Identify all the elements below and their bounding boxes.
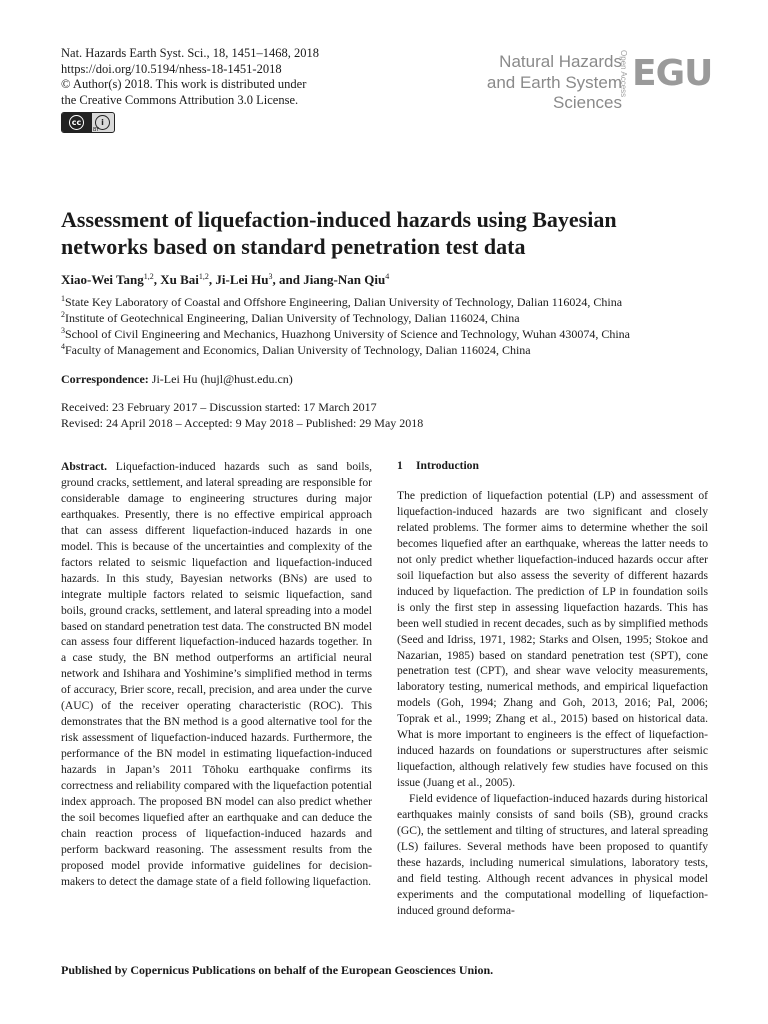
journal-name-line-1: Natural Hazards xyxy=(499,52,622,71)
abstract-text: Liquefaction-induced hazards such as sand boils, ground cracks, settlement, and lateral spreading are responsible for considerable damage to engineering structures during major earthquakes. Presently, there is no effective empirical approach that can assess different liquefaction-induced hazards in one model. This is because of the uncertainties and complexity of the factors related to seismic liquefaction and liquefaction-induced hazards. In this study, Bayesian networks (BNs) are used to integrate multiple factors related to seismic liquefaction, sand boils, ground cracks, settlement, and lateral spreading into a model based on standard penetration test data. The constructed BN model can assess four different liquefaction-induced hazards together. In a case study, the BN method outperforms an artificial neural network and Ishihara and Yoshimine’s simplified method in terms of accuracy, Brier score, recall, precision, and area under the curve (AUC) of the receiver operating characteristic (ROC). This demonstrates that the BN method is a good alternative tool for the risk assessment of liquefaction-induced hazards. Furthermore, the performance of the BN model in estimating liquefaction-induced hazards in Japan’s 2011 Tōhoku earthquake confirms its correctness and reliability compared with the liquefaction potential index approach. The proposed BN model can also predict whether the soil becomes liquefied after an earthquake and can deduce the chain reaction process of liquefaction-induced hazards and perform backward reasoning. The assessment results from the proposed model provide informative guidelines for decision-makers to detect the damage state of a field following liquefaction. xyxy=(61,460,372,888)
author-name: Xiao-Wei Tang xyxy=(61,272,144,287)
author-affiliation-mark: 1,2 xyxy=(198,272,209,281)
author-affiliation-mark: 3 xyxy=(268,272,273,281)
paragraph: Field evidence of liquefaction-induced hazards during historical earthquakes mainly consists of sand boils (SB), ground cracks (GC), the settlement and tilting of structures, and lateral spreading (LS) failures. Several methods have been proposed to quantify these hazards, including numerical simulations, laboratory tests, and field testing. Although recent advances in physical model experiments and the computational modelling of liquefaction-induced ground deforma- xyxy=(397,792,708,917)
article-metadata xyxy=(61,46,361,108)
affiliation-list xyxy=(61,294,630,358)
citation: Nat. Hazards Earth Syst. Sci., 18, 1451–1468, 2018 xyxy=(61,46,319,60)
copyright-line: © Author(s) 2018. This work is distributed under xyxy=(61,77,307,91)
affiliation-item: $^3$School of Civil Engineering and Mechanics, Huazhong University of Science and Technology, Wuhan 430074, China xyxy=(61,326,631,341)
article-title: Assessment of liquefaction-induced hazards using Bayesian networks based on standard penetration test data xyxy=(61,207,617,259)
affiliation-item: $^4$Faculty of Management and Economics, Dalian University of Technology, Dalian 116024, China xyxy=(61,342,531,357)
publication-dates xyxy=(61,399,423,431)
person-icon: i xyxy=(95,115,110,130)
license-line: the Creative Commons Attribution 3.0 License. xyxy=(61,92,299,107)
by-label: BY xyxy=(93,127,100,133)
author-name: Ji-Lei Hu xyxy=(215,272,269,287)
introduction-body xyxy=(397,488,708,919)
correspondence-label: Correspondence: xyxy=(61,372,149,386)
correspondence xyxy=(61,372,293,387)
author-name: Jiang-Nan Qiu xyxy=(303,272,386,287)
egu-logo: EGU xyxy=(632,53,713,94)
dates-line-1: Received: 23 February 2017 – Discussion started: 17 March 2017 xyxy=(61,400,377,414)
author-name: Xu Bai xyxy=(160,272,199,287)
doi-link[interactable]: https://doi.org/10.5194/nhess-18-1451-2018 xyxy=(61,61,282,76)
abstract xyxy=(61,459,372,890)
paragraph: The prediction of liquefaction potential (LP) and assessment of liquefaction-induced hazards are two significant and closely related problems. The former aims to determine whether the soil becomes liquefied after an earthquake, whereas the latter needs to not only predict whether liquefaction-induced hazards occur after soil liquefaction but also assess the severity of different hazards induced by liquefaction. The prediction of LP in foundation soils is only the first step in assessing liquefaction hazards. This has been well studied in recent decades, such as by simplified methods (Seed and Idriss, 1971, 1982; Starks and Olsen, 1995; Stokoe and Nazarian, 1985) based on standard penetration test (SPT), cone penetration test (CPT), and shear wave velocity measurements, laboratory testing, numerical methods, and empirical liquefaction models (Goh, 1994; Zhang and Goh, 2013, 2016; Pal, 2006; Toprak et al., 1999; Zhang et al., 2015) based on historical data. What is more important to engineers is the effect of liquefaction-induced hazards on foundations or superstructures after seismic liquefaction, although relatively few studies have focused on this issue (Juang et al., 2005). xyxy=(397,489,708,790)
author-affiliation-mark: 1,2 xyxy=(143,272,154,281)
journal-name-line-2: and Earth System xyxy=(486,72,622,92)
author-affiliation-mark: 4 xyxy=(385,272,390,281)
abstract-label: Abstract. xyxy=(61,460,108,473)
cc-icon: cc xyxy=(69,115,84,130)
section-title: Introduction xyxy=(416,459,479,472)
cc-by-license-icon[interactable] xyxy=(61,112,115,133)
journal-name-line-3: Sciences xyxy=(553,93,622,112)
correspondence-contact[interactable]: Ji-Lei Hu (hujl@hust.edu.cn) xyxy=(148,372,293,386)
section-number: 1 xyxy=(397,459,403,472)
affiliation-item: $^1$State Key Laboratory of Coastal and Offshore Engineering, Dalian University of Technology, Dalian 116024, China xyxy=(61,294,623,309)
dates-line-2: Revised: 24 April 2018 – Accepted: 9 May 2018 – Published: 29 May 2018 xyxy=(61,416,424,430)
author-list: Xiao-Wei Tang$^{1,2}$, Xu Bai$^{1,2}$, Ji-Lei Hu$^3$, and Jiang-Nan Qiu$^4$ xyxy=(61,272,390,287)
journal-name xyxy=(487,52,622,114)
publisher-footer: Published by Copernicus Publications on behalf of the European Geosciences Union. xyxy=(61,963,494,977)
affiliation-item: $^2$Institute of Geotechnical Engineering, Dalian University of Technology, Dalian 116024, China xyxy=(61,310,520,325)
section-heading-introduction xyxy=(397,459,479,472)
open-access-label: Open Access xyxy=(619,50,628,98)
